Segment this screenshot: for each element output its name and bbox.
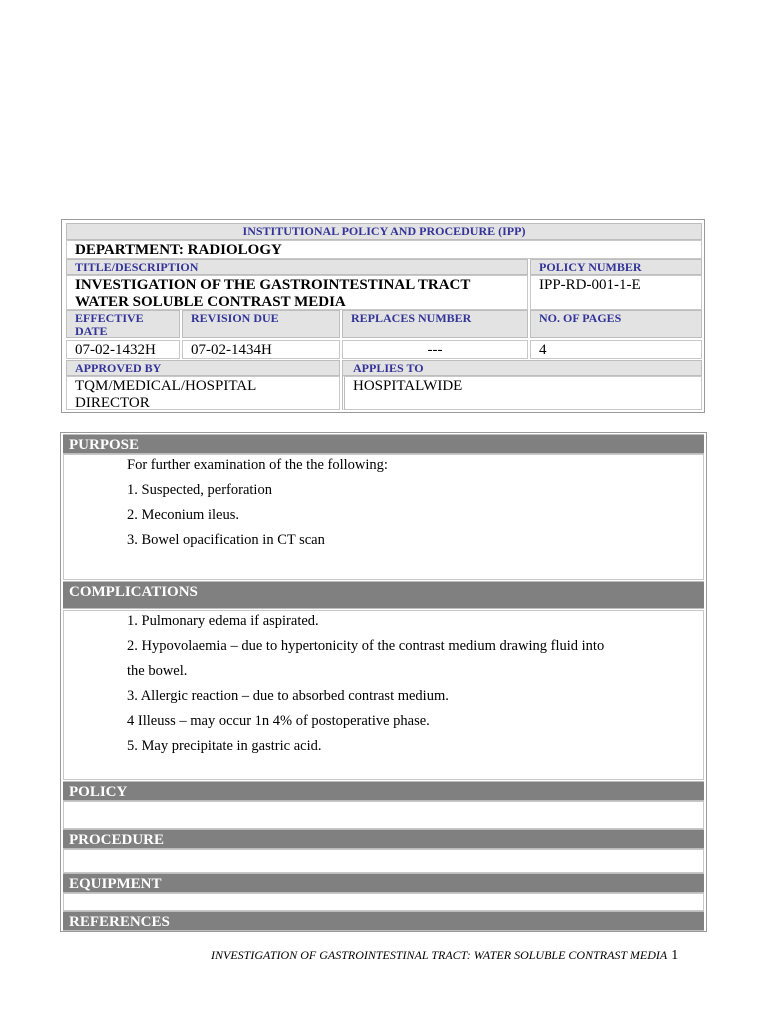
procedure-section — [63, 849, 704, 873]
policy-section — [63, 801, 704, 829]
complication-line: 1. Pulmonary edema if aspirated. — [127, 613, 319, 629]
complication-line: 3. Allergic reaction – due to absorbed contrast medium. — [127, 688, 449, 704]
footer-title: INVESTIGATION OF GASTROINTESTINAL TRACT: WATER SOLUBLE CONTRAST MEDIA — [211, 948, 668, 962]
purpose-line: 2. Meconium ileus. — [127, 507, 239, 523]
complication-line: 2. Hypovolaemia – due to hypertonicity of the contrast medium drawing fluid into — [127, 638, 605, 654]
replaces-number: --- — [342, 340, 528, 359]
department: DEPARTMENT: RADIOLOGY — [66, 240, 702, 259]
procedure-heading: PROCEDURE — [63, 829, 704, 849]
page-footer — [211, 948, 678, 964]
purpose-line: For further examination of the the following: — [127, 457, 388, 473]
title-description-label: TITLE/DESCRIPTION — [66, 259, 528, 275]
purpose-section — [63, 454, 704, 580]
policy-number-label: POLICY NUMBER — [530, 259, 702, 275]
approved-by — [66, 376, 340, 410]
revision-due-label: REVISION DUE — [182, 310, 340, 338]
replaces-number-label: REPLACES NUMBER — [342, 310, 528, 338]
policy-number: IPP-RD-001-1-E — [530, 275, 702, 310]
applies-to-label: APPLIES TO — [342, 360, 702, 376]
no-of-pages-label: NO. OF PAGES — [530, 310, 702, 338]
document-title-line-1: INVESTIGATION OF THE GASTROINTESTINAL TRACT — [75, 277, 471, 293]
no-of-pages: 4 — [530, 340, 702, 359]
complication-line: 5. May precipitate in gastric acid. — [127, 738, 322, 754]
effective-date-label — [66, 310, 180, 338]
approved-by-label: APPROVED BY — [66, 360, 340, 376]
complication-line: the bowel. — [127, 663, 188, 679]
effective-date-label-line-1: EFFECTIVE — [75, 311, 144, 325]
effective-date: 07-02-1432H — [66, 340, 180, 359]
equipment-heading: EQUIPMENT — [63, 873, 704, 893]
purpose-line: 3. Bowel opacification in CT scan — [127, 532, 325, 548]
complications-heading: COMPLICATIONS — [63, 581, 704, 609]
page-number: 1 — [671, 948, 679, 963]
policy-body — [60, 432, 707, 932]
purpose-line: 1. Suspected, perforation — [127, 482, 272, 498]
revision-due: 07-02-1434H — [182, 340, 340, 359]
applies-to: HOSPITALWIDE — [342, 376, 702, 410]
document-title — [66, 275, 528, 310]
approved-by-line-1: TQM/MEDICAL/HOSPITAL — [75, 378, 257, 394]
purpose-heading: PURPOSE — [63, 434, 704, 454]
approved-by-line-2: DIRECTOR — [75, 395, 150, 411]
equipment-section — [63, 893, 704, 911]
policy-heading: POLICY — [63, 781, 704, 801]
ipp-title: INSTITUTIONAL POLICY AND PROCEDURE (IPP) — [66, 223, 702, 240]
references-heading: REFERENCES — [63, 911, 704, 931]
ipp-header-table — [61, 219, 705, 413]
document-title-line-2: WATER SOLUBLE CONTRAST MEDIA — [75, 294, 346, 310]
effective-date-label-line-2: DATE — [75, 324, 108, 338]
complication-line: 4 Illeuss – may occur 1n 4% of postoperative phase. — [127, 713, 430, 729]
complications-section — [63, 610, 704, 780]
